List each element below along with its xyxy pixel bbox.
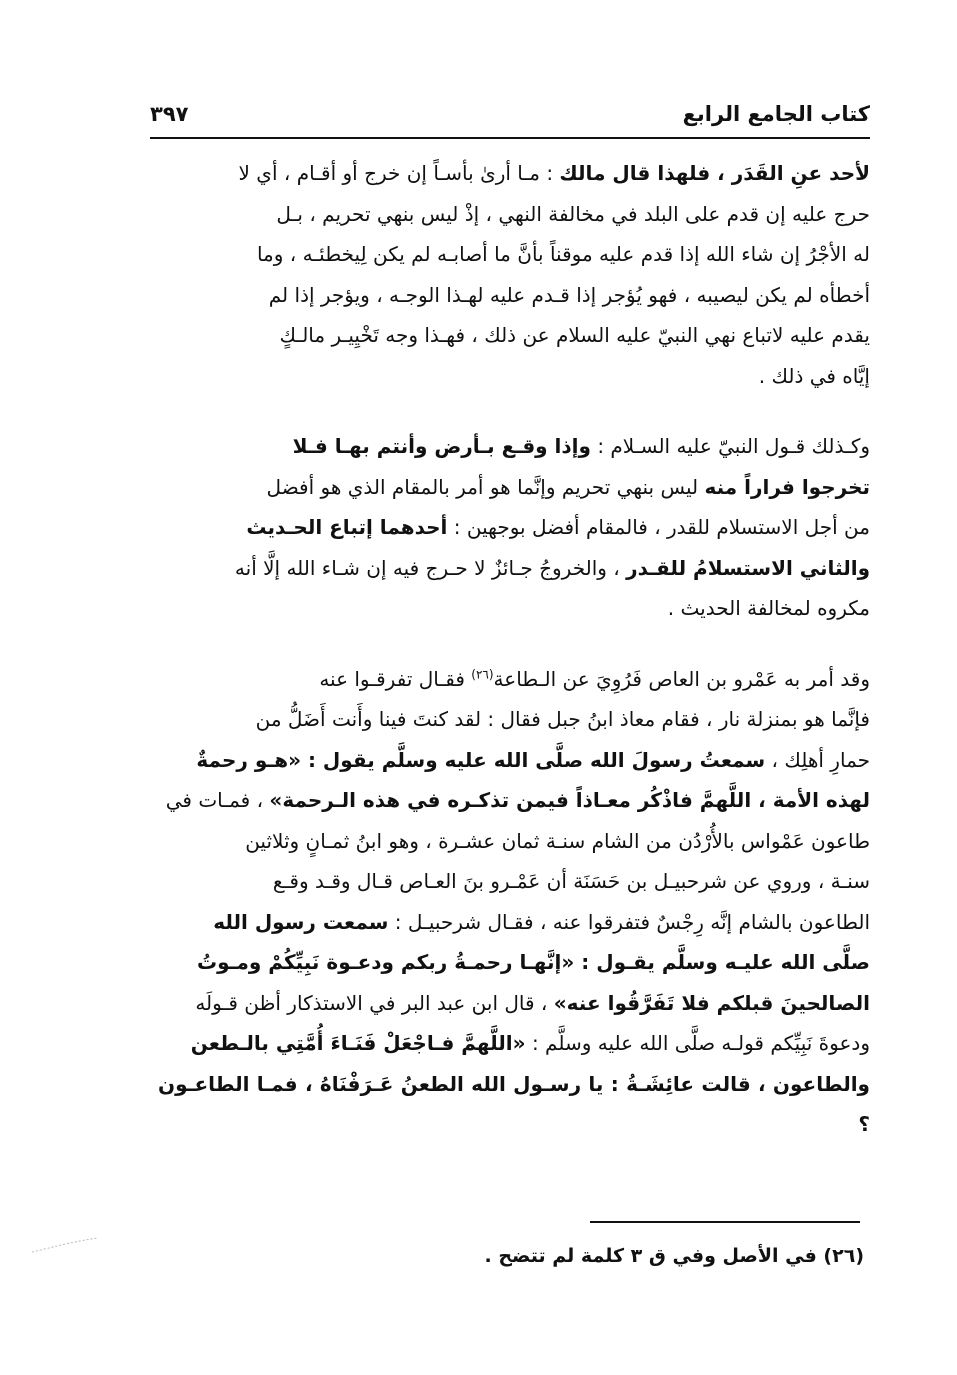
text-segment: تخرجوا فراراً منه xyxy=(704,474,870,499)
text-segment: وكـذلك قـول النبيّ عليه السـلام : xyxy=(590,434,870,458)
page-number: ٣٩٧ xyxy=(150,102,189,126)
text-segment: سمعت رسول الله xyxy=(213,909,389,934)
text-segment: مكروه لمخالفة الحديث . xyxy=(667,596,870,620)
text-line xyxy=(158,548,870,589)
text-line xyxy=(158,275,870,316)
text-segment: لأحد عنِ القَدَر ، فلهذا قال مالك xyxy=(559,161,870,185)
header-rule xyxy=(150,137,870,139)
text-line xyxy=(158,740,870,781)
text-segment: «اللَّهمَّ فـاجْعَلْ فَنَـاءَ أُمَّتِي بالـطعن xyxy=(190,1031,526,1055)
text-line xyxy=(158,153,870,194)
text-segment: سنـة ، وروي عن شرحبيـل بن حَسَنَة أن عَمْـرو بنَ العـاص قـال وقـد وقـع xyxy=(272,869,870,893)
text-line xyxy=(158,426,870,467)
text-segment: ، والخروجُ جـائزٌ لا حـرج فيه إن شـاء الله إلَّا أنه xyxy=(234,555,627,580)
text-segment: طاعون عَمْواس بالأُرْدُن من الشام سنـة ثمان عشـرة ، وهو ابنُ ثمـانٍ وثلاثين xyxy=(245,828,870,853)
footnote: (٢٦) في الأصل وفي ق ٣ كلمة لم تتضح . xyxy=(484,1245,864,1267)
text-line xyxy=(158,234,870,275)
text-segment: سمعتُ رسولَ الله صلَّى الله عليه وسلَّم يقول : «هـو رحمةٌ xyxy=(196,747,766,772)
text-segment: فقـال تفرقـوا عنه xyxy=(319,666,472,691)
text-segment: ، قال ابن عبد البر في الاستذكار أظن قـولَه xyxy=(195,990,554,1015)
text-line xyxy=(158,659,870,700)
paragraph xyxy=(158,153,870,396)
text-segment: إيَّاه في ذلك . xyxy=(758,363,870,388)
text-segment: من أجل الاستسلام للقدر ، فالمقام أفضل بوجهين : xyxy=(447,515,870,539)
text-line xyxy=(158,780,870,821)
text-segment: أخطأه لم يكن ليصيبه ، فهو يُؤجر إذا قـدم عليه لهـذا الوجـه ، ويؤجر إذا لم xyxy=(268,282,870,307)
text-line xyxy=(158,315,870,356)
text-segment: : مـا أرىٰ بأسـاً إن خرج أو أقـام ، أي لا xyxy=(238,161,560,185)
text-line xyxy=(158,1023,870,1064)
text-line xyxy=(158,942,870,983)
text-line xyxy=(158,1064,870,1145)
text-line xyxy=(158,194,870,235)
text-segment: والثاني الاستسلامُ للقـدر xyxy=(626,555,870,580)
text-line xyxy=(158,588,870,629)
running-title: كتاب الجامع الرابع xyxy=(682,102,870,126)
text-segment: والطاعون ، قالت عائِشَـةُ : يا رسـول الله الطعنُ عَـرَفْنَاهُ ، فمـا الطاعـون ؟ xyxy=(158,1071,870,1136)
text-line xyxy=(158,507,870,548)
paragraph xyxy=(158,659,870,1145)
text-segment: يقدم عليه لاتباع نهي النبيّ عليه السلام عن ذلك ، فهـذا وجه تَخْيِيـر مالـكٍ xyxy=(279,323,870,347)
text-segment: وإذا وقـع بـأرض وأنتم بهـا فـلا xyxy=(292,434,591,458)
text-line xyxy=(158,699,870,740)
footnote-reference: (٢٦) xyxy=(471,666,494,681)
text-segment: صلَّى الله عليـه وسلَّم يقـول : «إنَّهـا رحمـةُ ربكم ودعـوة نَبِيِّكُمْ ومـوتُ xyxy=(197,950,870,974)
text-segment: ودعوةَ نَبِيِّكم قولـه صلَّى الله عليه وسلَّم : xyxy=(525,1031,870,1055)
paragraph xyxy=(158,426,870,629)
text-line xyxy=(158,821,870,862)
text-segment: حمارِ أهلِك ، xyxy=(765,747,870,772)
body-text xyxy=(158,153,870,1145)
text-segment: ، فمـات في xyxy=(165,788,270,812)
text-line xyxy=(158,861,870,902)
text-segment: حرج عليه إن قدم على البلد في مخالفة النهي ، إذْ ليس بنهي تحريم ، بـل xyxy=(276,201,870,226)
text-segment: له الأجْرُ إن شاء الله إذا قدم عليه موقناً بأنَّ ما أصابـه لم يكن لِيخطئـه ، وما xyxy=(256,242,870,266)
text-line xyxy=(158,983,870,1024)
text-segment: الصالحينَ قبلكم فلا تَفَرَّقُوا عنه» xyxy=(553,990,870,1015)
footnote-rule xyxy=(590,1221,860,1223)
text-segment: الطاعون بالشام إنَّه رِجْسٌ فتفرقوا عنه ، فقـال شرحبيـل : xyxy=(388,909,870,934)
text-segment: وقد أمر به عَمْرو بن العاص فَرُوِيَ عن الـطاعة xyxy=(493,666,870,691)
page-header xyxy=(150,100,870,140)
text-segment: فإنَّما هو بمنزلة نار ، فقام معاذ ابنُ جبل فقال : لقد كنتَ فينا وأَنت أَضَلُّ من xyxy=(255,707,870,731)
text-segment: ليس بنهي تحريم وإنَّما هو أمر بالمقام الذي هو أفضل xyxy=(266,474,705,499)
text-line xyxy=(158,467,870,508)
text-line xyxy=(158,356,870,397)
margin-scribble-mark xyxy=(30,1236,100,1256)
text-segment: لهذه الأمة ، اللَّهمَّ فاذْكُر معـاذاً فيمن تذكـره في هذه الـرحمة» xyxy=(269,788,870,812)
text-line xyxy=(158,902,870,943)
text-segment: أحدهما إتباع الحـديث xyxy=(246,515,448,539)
